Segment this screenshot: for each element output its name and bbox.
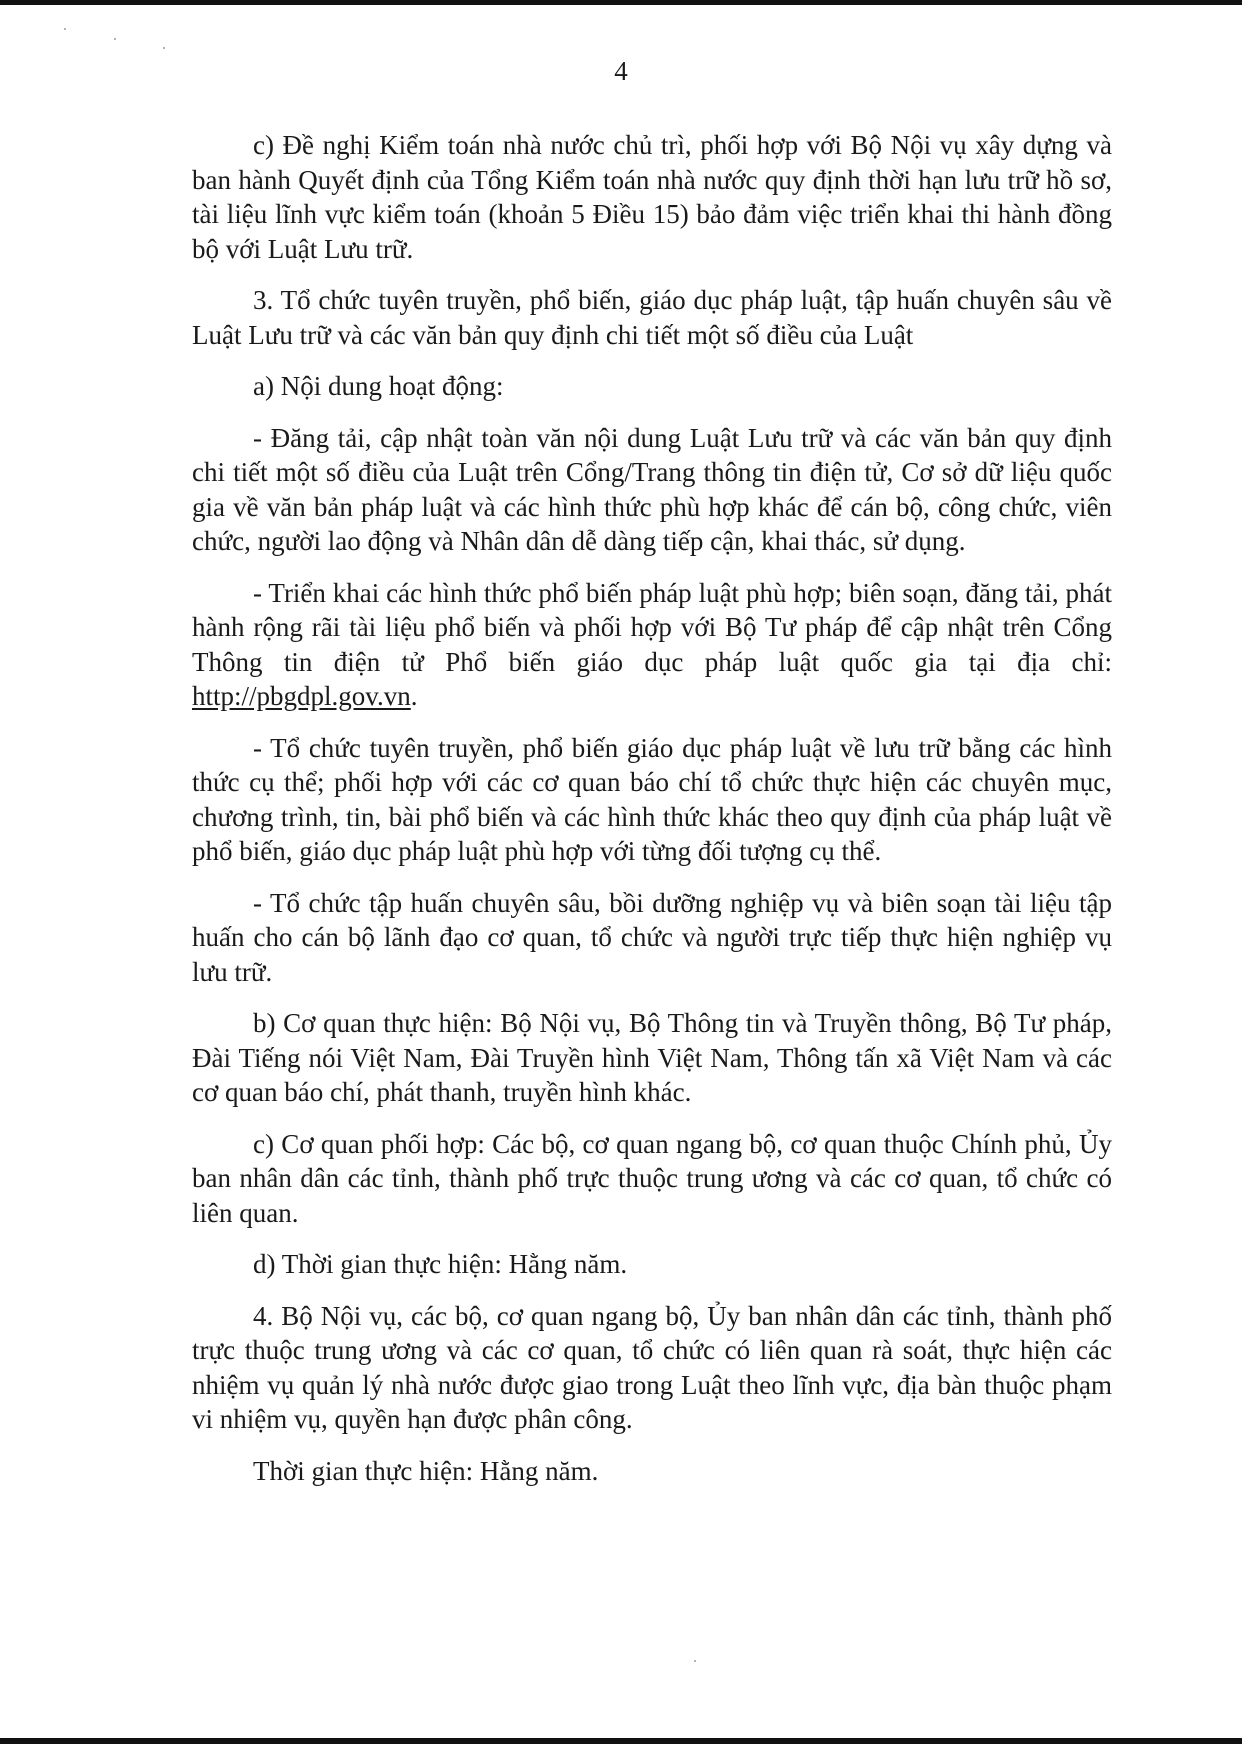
paragraph-section-4: 4. Bộ Nội vụ, các bộ, cơ quan ngang bộ, Ủy ban nhân dân các tỉnh, thành phố trực thuộc trung ương và các cơ quan, tổ chức có liên quan rà soát, thực hiện các nhiệm vụ quản lý nhà nước được giao trong Luật theo lĩnh vực, địa bàn thuộc phạm vi nhiệm vụ, quyền hạn được phân công. [192, 1300, 1112, 1434]
scan-speck [694, 1660, 696, 1662]
paragraph-implementation-time: d) Thời gian thực hiện: Hằng năm. [253, 1249, 628, 1279]
scan-top-border [0, 0, 1242, 5]
document-body [192, 128, 1112, 1505]
paragraph-dissemination [192, 576, 1112, 714]
scan-bottom-border [0, 1738, 1242, 1744]
paragraph-dissemination-end: . [410, 681, 418, 711]
paragraph-publish-update: - Đăng tải, cập nhật toàn văn nội dung Luật Lưu trữ và các văn bản quy định chi tiết một số điều của Luật trên Cổng/Trang thông tin điện tử, Cơ sở dữ liệu quốc gia về văn bản pháp luật và các hình thức phù hợp khác để cán bộ, công chức, viên chức, người lao động và Nhân dân dễ dàng tiếp cận, khai thác, sử dụng. [192, 422, 1112, 556]
paragraph-training: - Tổ chức tập huấn chuyên sâu, bồi dưỡng nghiệp vụ và biên soạn tài liệu tập huấn cho cán bộ lãnh đạo cơ quan, tổ chức và người trực tiếp thực hiện nghiệp vụ lưu trữ. [192, 887, 1112, 987]
paragraph-implementing-agencies: b) Cơ quan thực hiện: Bộ Nội vụ, Bộ Thông tin và Truyền thông, Bộ Tư pháp, Đài Tiếng nói Việt Nam, Đài Truyền hình Việt Nam, Thông tấn xã Việt Nam và các cơ quan báo chí, phát thanh, truyền hình khác. [192, 1008, 1112, 1107]
paragraph-final-time: Thời gian thực hiện: Hằng năm. [253, 1455, 599, 1486]
paragraph-dissemination-text: - Triển khai các hình thức phổ biến pháp luật phù hợp; biên soạn, đăng tải, phát hành rộng rãi tài liệu phổ biến và phối hợp với Bộ Tư pháp để cập nhật trên Cổng Thông tin điện tử Phổ biến giáo dục pháp luật quốc gia tại địa chỉ: [192, 577, 1112, 677]
paragraph-section-3-heading: 3. Tổ chức tuyên truyền, phổ biến, giáo dục pháp luật, tập huấn chuyên sâu về Luật Lưu trữ và các văn bản quy định chi tiết một số điều của Luật [192, 285, 1112, 350]
paragraph-activity-content: a) Nội dung hoạt động: [253, 371, 504, 401]
page-number: 4 [614, 56, 628, 86]
paragraph-coordinating-agencies: c) Cơ quan phối hợp: Các bộ, cơ quan ngang bộ, cơ quan thuộc Chính phủ, Ủy ban nhân dân các tỉnh, thành phố trực thuộc trung ương và các cơ quan, tổ chức có liên quan. [192, 1128, 1112, 1228]
scan-speck [114, 38, 116, 40]
scan-speck [163, 47, 165, 49]
paragraph-audit-recommendation: c) Đề nghị Kiểm toán nhà nước chủ trì, phối hợp với Bộ Nội vụ xây dựng và ban hành Quyết định của Tổng Kiểm toán nhà nước quy định thời hạn lưu trữ hồ sơ, tài liệu lĩnh vực kiểm toán (khoản 5 Điều 15) bảo đảm việc triển khai thi hành đồng bộ với Luật Lưu trữ. [192, 130, 1112, 264]
scan-speck [64, 28, 66, 30]
pbgdpl-link[interactable]: http://pbgdpl.gov.vn [192, 681, 411, 711]
paragraph-propaganda: - Tổ chức tuyên truyền, phổ biến giáo dục pháp luật về lưu trữ bằng các hình thức cụ thể; phối hợp với các cơ quan báo chí tổ chức thực hiện các chuyên mục, chương trình, tin, bài phổ biến và các hình thức khác theo quy định của pháp luật về phổ biến, giáo dục pháp luật phù hợp với từng đối tượng cụ thể. [192, 732, 1112, 866]
